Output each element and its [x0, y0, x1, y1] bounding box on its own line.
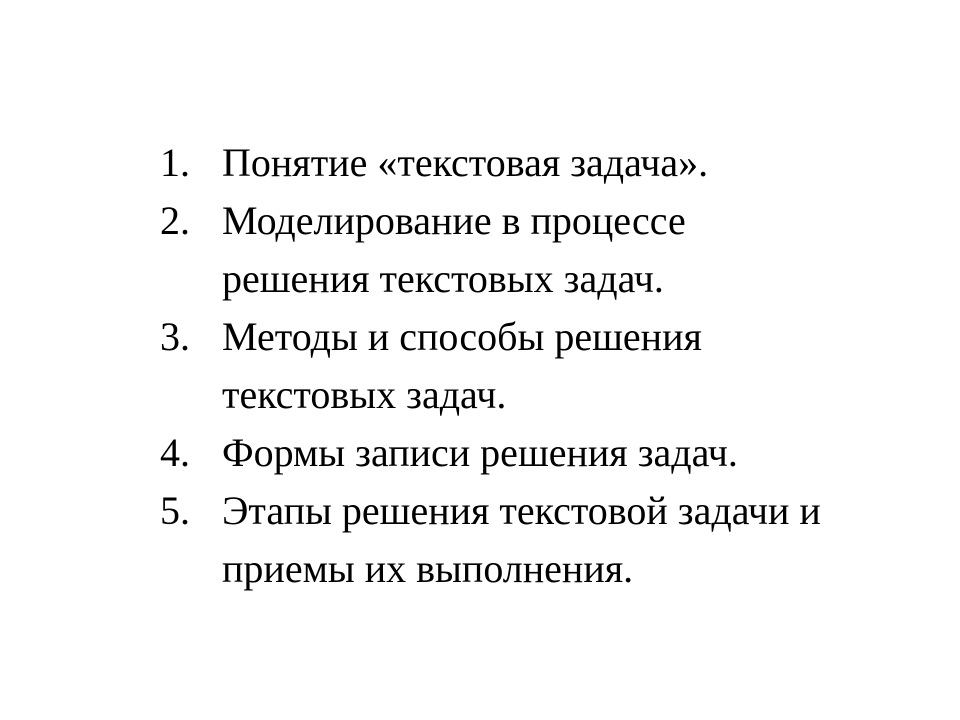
item-line: приемы их выполнения.: [222, 546, 634, 591]
item-number: 3.: [160, 314, 190, 359]
item-line: текстовых задач.: [222, 372, 507, 417]
list-item: [160, 134, 950, 192]
item-line: Методы и способы решения: [222, 314, 702, 359]
item-line: решения текстовых задач.: [222, 256, 664, 301]
item-number: 4.: [160, 430, 190, 475]
item-number: 1.: [160, 140, 190, 185]
item-number: 2.: [160, 198, 190, 243]
item-text: [222, 424, 950, 482]
item-number: 5.: [160, 488, 190, 533]
item-text: [222, 308, 950, 424]
list-item: [160, 192, 950, 308]
topic-list: [160, 134, 950, 598]
item-line: Формы записи решения задач.: [222, 430, 738, 475]
list-item: [160, 424, 950, 482]
item-text: [222, 134, 950, 192]
item-text: [222, 482, 950, 598]
item-line: Понятие «текстовая задача».: [222, 140, 709, 185]
item-line: Этапы решения текстовой задачи и: [222, 488, 821, 533]
list-item: [160, 308, 950, 424]
item-text: [222, 192, 950, 308]
list-item: [160, 482, 950, 598]
item-line: Моделирование в процессе: [222, 198, 686, 243]
